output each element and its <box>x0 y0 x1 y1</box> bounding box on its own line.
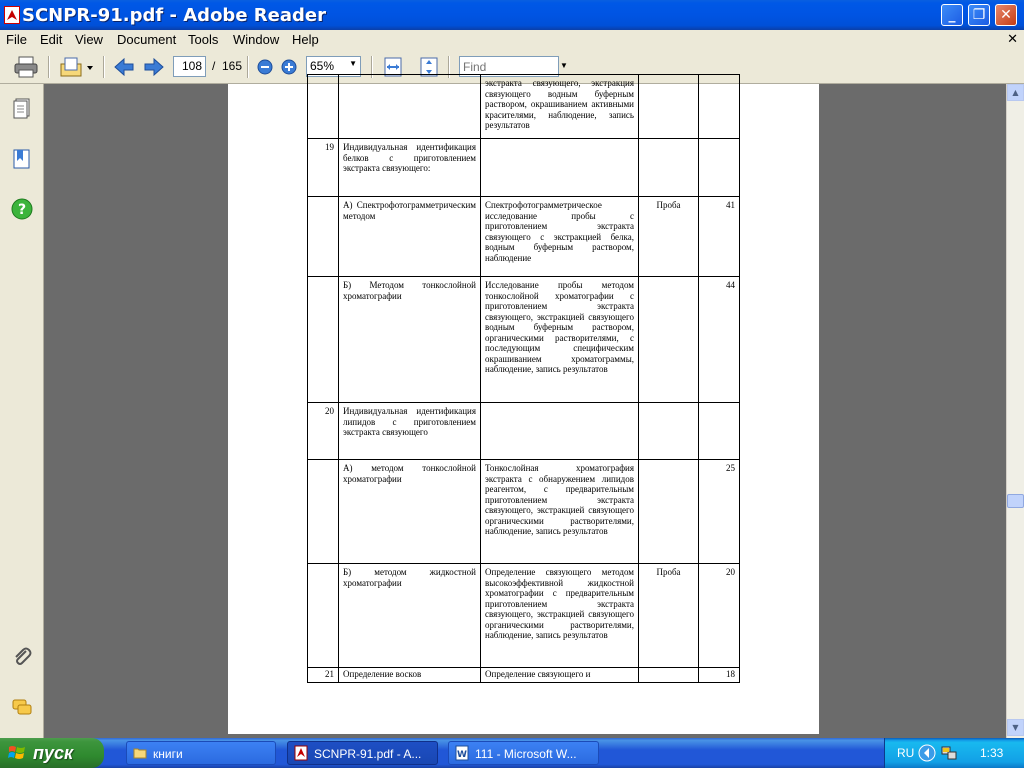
row-number <box>308 197 339 277</box>
email-pages-icon[interactable] <box>58 56 96 78</box>
window-title: SCNPR-91.pdf - Adobe Reader <box>22 5 326 26</box>
row-name: Б) методом жидкостной хроматографии <box>339 564 481 668</box>
task-label: SCNPR-91.pdf - A... <box>314 747 422 761</box>
row-value: 41 <box>699 197 740 277</box>
row-number: 21 <box>308 668 339 683</box>
page-total: 165 <box>222 59 243 73</box>
row-value: 18 <box>699 668 740 683</box>
row-unit <box>639 668 699 683</box>
zoom-in-icon[interactable] <box>279 56 299 78</box>
row-number: 20 <box>308 403 339 460</box>
network-icon[interactable] <box>940 744 958 762</box>
row-unit <box>639 139 699 197</box>
row-name: Б) Методом тонкослойной хроматографии <box>339 277 481 403</box>
table-row <box>308 564 740 668</box>
page-separator: / <box>212 59 216 73</box>
row-unit <box>639 403 699 460</box>
row-description: Определение связующего и <box>481 668 639 683</box>
menu-edit[interactable]: Edit <box>40 32 63 47</box>
chevron-down-icon: ▼ <box>349 59 357 68</box>
row-unit <box>639 75 699 139</box>
attachments-icon[interactable] <box>11 646 33 668</box>
pdf-page <box>228 78 819 734</box>
row-name: А) методом тонкослойной хроматографии <box>339 460 481 564</box>
menu-help[interactable]: Help <box>292 32 319 47</box>
row-value: 25 <box>699 460 740 564</box>
previous-page-icon[interactable] <box>113 56 135 78</box>
table-row <box>308 75 740 139</box>
bookmarks-icon[interactable] <box>11 148 33 170</box>
row-description: Тонкослойная хроматография экстракта с обнаружением липидов реагентом, с предварительным приготовлением экстракта связующего, экстракцией связующего органическими растворителями, наблюдение, запись результатов <box>481 460 639 564</box>
minimize-button[interactable]: _ <box>941 4 963 26</box>
windows-logo-icon <box>8 745 26 761</box>
show-hidden-icons-icon[interactable] <box>918 744 936 762</box>
vertical-scrollbar[interactable] <box>1006 84 1024 738</box>
row-unit: Проба <box>639 564 699 668</box>
task-label: 111 - Microsoft W... <box>475 747 577 761</box>
start-label: пуск <box>33 743 74 763</box>
toolbar-separator <box>48 56 50 78</box>
table-row <box>308 197 740 277</box>
zoom-out-icon[interactable] <box>255 56 275 78</box>
row-description: экстракта связующего, экстракция связующего водным буферным раствором, окрашиванием активными красителями, наблюдение, запись результатов <box>481 75 639 139</box>
toolbar-separator <box>103 56 105 78</box>
svg-text:W: W <box>457 750 467 760</box>
document-view[interactable] <box>44 78 1006 738</box>
language-indicator[interactable]: RU <box>897 746 915 760</box>
close-button[interactable]: ✕ <box>995 4 1017 26</box>
maximize-button[interactable]: ❐ <box>968 4 990 26</box>
row-unit <box>639 277 699 403</box>
menu-tools[interactable]: Tools <box>188 32 219 47</box>
scroll-up-icon[interactable]: ▲ <box>1007 84 1024 101</box>
row-value <box>699 139 740 197</box>
row-number <box>308 460 339 564</box>
print-icon[interactable] <box>12 56 40 78</box>
task-microsoft-word[interactable] <box>448 741 599 765</box>
task-folder-books[interactable] <box>126 741 276 765</box>
document-close-icon[interactable]: ✕ <box>1007 31 1018 46</box>
row-description: Определение связующего методом высокоэффективной жидкостной хроматографии с предварительным приготовлением экстракта связующего, экстракцией связующего органическими растворителями, наблюдение, запись результатов <box>481 564 639 668</box>
row-value <box>699 403 740 460</box>
menu-bar <box>0 30 1024 50</box>
system-tray <box>884 738 1024 768</box>
zoom-value: 65% <box>310 59 335 73</box>
svg-text:?: ? <box>17 202 27 218</box>
menu-document[interactable]: Document <box>117 32 177 47</box>
adobe-reader-icon <box>4 6 20 24</box>
pages-icon[interactable] <box>11 98 33 120</box>
document-table <box>307 74 740 683</box>
row-number <box>308 564 339 668</box>
comments-icon[interactable] <box>11 696 33 718</box>
row-number <box>308 277 339 403</box>
row-name: А) Спектрофотограмметрическим методом <box>339 197 481 277</box>
start-button[interactable] <box>0 738 104 768</box>
row-name: Определение восков <box>339 668 481 683</box>
menu-view[interactable]: View <box>75 32 103 47</box>
row-number <box>308 75 339 139</box>
task-label: книги <box>153 747 183 761</box>
page-number-input[interactable]: 108 <box>173 56 206 77</box>
find-options-chevron-icon[interactable]: ▼ <box>560 61 568 70</box>
menu-file[interactable]: File <box>6 32 27 47</box>
next-page-icon[interactable] <box>143 56 165 78</box>
navigation-panel <box>0 84 44 738</box>
taskbar <box>0 738 1024 768</box>
row-value <box>699 75 740 139</box>
row-unit <box>639 460 699 564</box>
scrollbar-thumb[interactable] <box>1007 494 1024 508</box>
row-description: Исследование пробы методом тонкослойной хроматографии с приготовлением экстракта связующего, экстракцией связующего водным буферным раствором, органическими растворителями, с последующим специфическим окрашиванием хроматограммы, наблюдение, запись результатов <box>481 277 639 403</box>
table-row <box>308 139 740 197</box>
row-description <box>481 403 639 460</box>
row-description: Спектрофотограмметрическое исследование пробы с приготовлением экстракта связующего с экстракцией белка, водным буферным раствором, наблюдение <box>481 197 639 277</box>
word-icon <box>455 746 469 760</box>
table-row <box>308 668 740 683</box>
row-description <box>481 139 639 197</box>
row-number: 19 <box>308 139 339 197</box>
row-name: Индивидуальная идентификация белков с приготовлением экстракта связующего: <box>339 139 481 197</box>
table-row <box>308 460 740 564</box>
menu-window[interactable]: Window <box>233 32 280 47</box>
scroll-down-icon[interactable]: ▼ <box>1007 719 1024 736</box>
table-row <box>308 277 740 403</box>
title-bar[interactable] <box>0 0 1024 30</box>
row-unit: Проба <box>639 197 699 277</box>
row-name <box>339 75 481 139</box>
task-adobe-reader[interactable] <box>287 741 438 765</box>
clock: 1:33 <box>980 746 1004 760</box>
row-name: Индивидуальная идентификация липидов с приготовлением экстракта связующего <box>339 403 481 460</box>
pdf-icon <box>294 746 308 760</box>
table-row <box>308 403 740 460</box>
row-value: 44 <box>699 277 740 403</box>
help-icon[interactable] <box>11 198 33 220</box>
toolbar-separator <box>247 56 249 78</box>
folder-icon <box>133 746 147 760</box>
row-value: 20 <box>699 564 740 668</box>
